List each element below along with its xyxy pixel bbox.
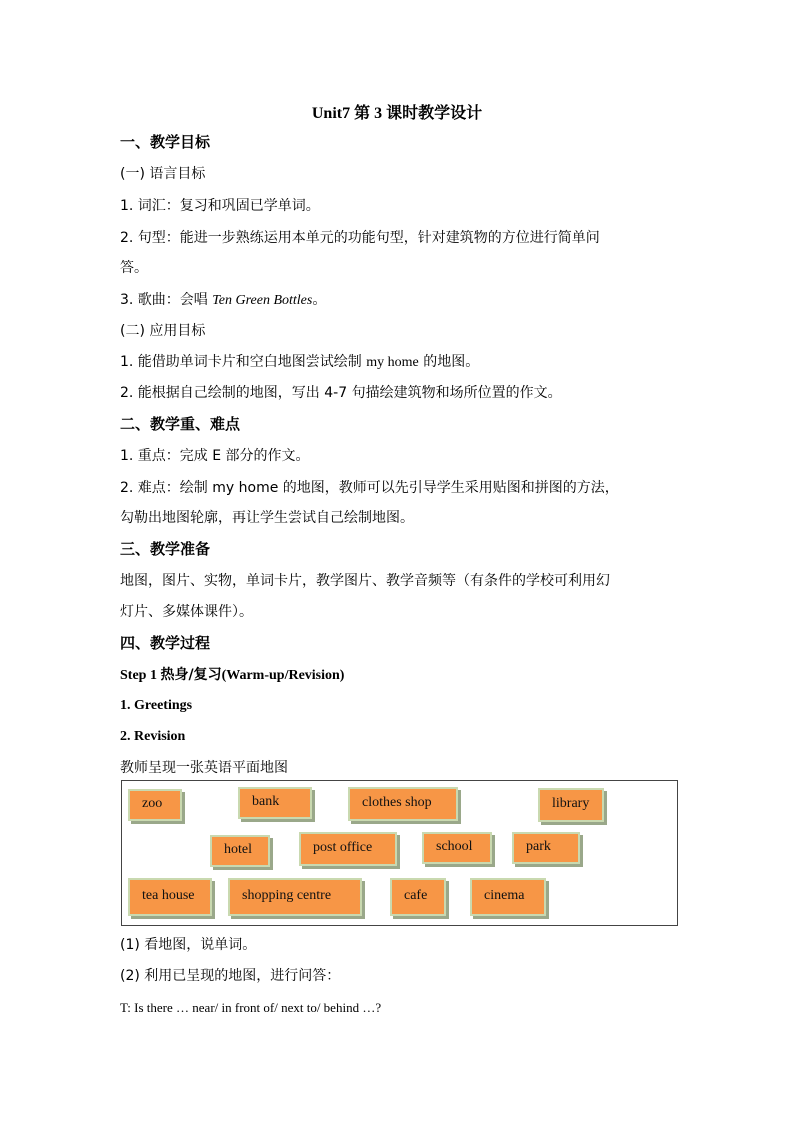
subsection-language-goals: (一) 语言目标 xyxy=(120,166,206,182)
map-card-shopping-centre: shopping centre xyxy=(228,878,362,916)
map-card-library: library xyxy=(538,788,604,822)
revision-heading: 2. Revision xyxy=(120,729,186,744)
goal-song-prefix: 3. 歌曲：会唱 xyxy=(120,292,213,308)
subsection-application-goals: (二) 应用目标 xyxy=(120,323,206,339)
preparation-line1: 地图，图片、实物，单词卡片，教学图片、教学音频等（有条件的学校可利用幻 xyxy=(120,573,610,589)
application-goal-1-prefix: 1. 能借助单词卡片和空白地图尝试绘制 xyxy=(120,354,367,370)
activity-look-and-say: (1) 看地图，说单词。 xyxy=(120,937,257,953)
map-card-cinema: cinema xyxy=(470,878,546,916)
application-goal-2: 2. 能根据自己绘制的地图，写出 4-7 句描绘建筑物和场所位置的作文。 xyxy=(120,385,562,401)
song-title: Ten Green Bottles xyxy=(212,293,313,308)
section-1-heading: 一、教学目标 xyxy=(120,133,211,151)
greetings-heading: 1. Greetings xyxy=(120,698,193,713)
step-1-cn: 热身/复习 xyxy=(160,667,222,683)
step-1-en: (Warm-up/Revision) xyxy=(221,668,345,683)
goal-song xyxy=(120,290,690,311)
goal-sentence-line1: 2. 句型：能进一步熟练运用本单元的功能句型，针对建筑物的方位进行简单问 xyxy=(120,230,600,246)
goal-song-suffix: 。 xyxy=(312,292,327,308)
activity-question-answer: (2) 利用已呈现的地图，进行问答： xyxy=(120,968,341,984)
map-card-hotel: hotel xyxy=(210,835,270,867)
section-3-heading: 三、教学准备 xyxy=(120,540,211,558)
page-title: Unit7 第 3 课时教学设计 xyxy=(311,105,483,122)
map-card-park: park xyxy=(512,832,580,864)
goal-sentence-line2: 答。 xyxy=(120,260,148,276)
english-map xyxy=(121,780,678,926)
map-card-tea-house: tea house xyxy=(128,878,212,916)
section-4-heading: 四、教学过程 xyxy=(120,634,211,652)
preparation-line2: 灯片、多媒体课件）。 xyxy=(120,604,253,620)
application-goal-1-en: my home xyxy=(366,355,419,370)
teacher-question: T: Is there … near/ in front of/ next to/ behind …? xyxy=(120,1000,382,1015)
key-point: 1. 重点：完成 E 部分的作文。 xyxy=(120,448,310,464)
goal-vocabulary: 1. 词汇：复习和巩固已学单词。 xyxy=(120,198,320,214)
map-card-school: school xyxy=(422,832,492,864)
difficult-point-line2: 勾勒出地图轮廓，再让学生尝试自己绘制地图。 xyxy=(120,510,414,526)
map-intro: 教师呈现一张英语平面地图 xyxy=(120,760,288,776)
section-2-heading: 二、教学重、难点 xyxy=(120,415,241,433)
step-1-heading xyxy=(120,665,690,686)
step-1-prefix: Step 1 xyxy=(120,668,161,683)
difficult-point-line1: 2. 难点：绘制 my home 的地图，教师可以先引导学生采用贴图和拼图的方法， xyxy=(120,480,619,496)
map-card-zoo: zoo xyxy=(128,789,182,821)
map-card-clothes-shop: clothes shop xyxy=(348,787,458,821)
map-card-bank: bank xyxy=(238,787,312,819)
application-goal-1-suffix: 的地图。 xyxy=(418,354,480,370)
application-goal-1 xyxy=(120,352,690,373)
map-card-post-office: post office xyxy=(299,832,397,866)
map-card-cafe: cafe xyxy=(390,878,446,916)
